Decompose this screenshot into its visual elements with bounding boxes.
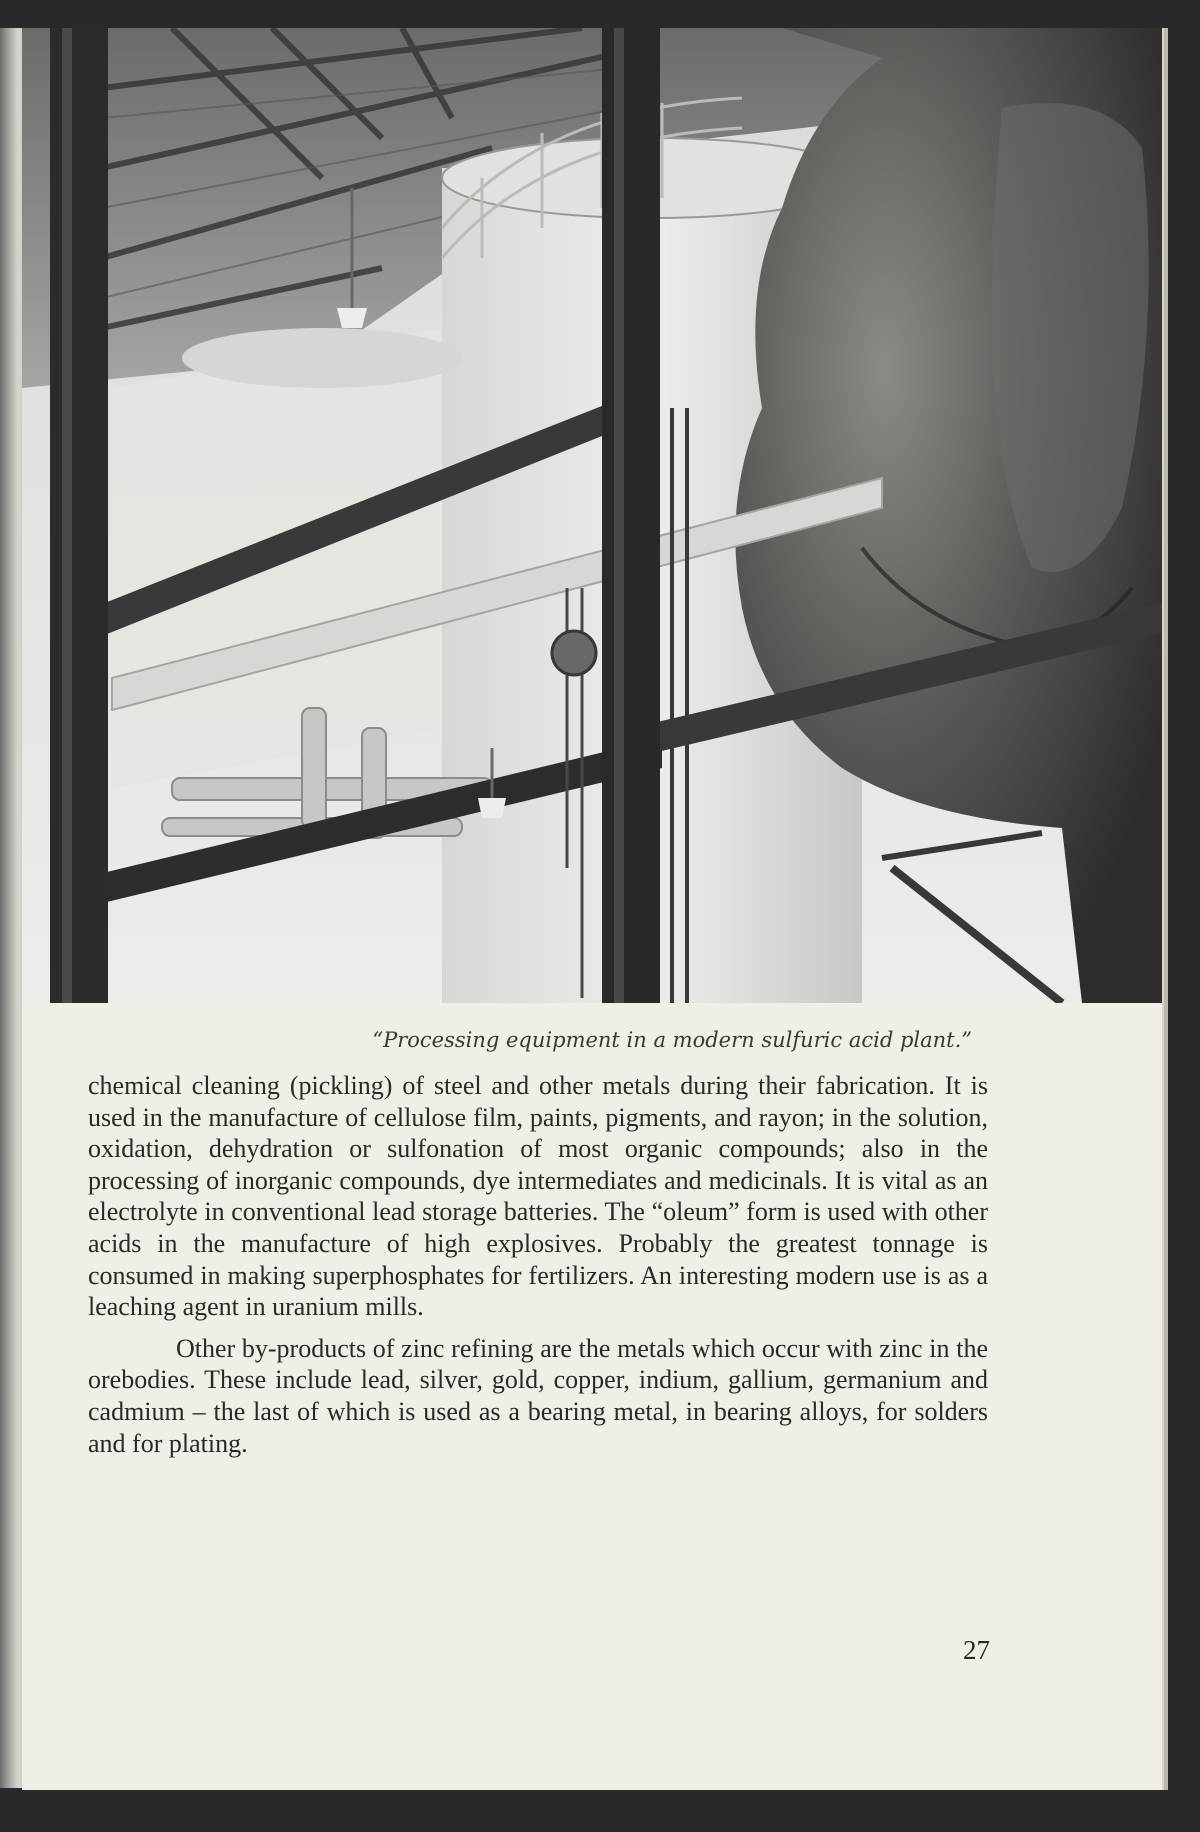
book-page: [22, 28, 1162, 1790]
photo-caption: “Processing equipment in a modern sulfuric acid plant.”: [372, 1028, 972, 1052]
body-text: [88, 1070, 988, 1469]
paragraph-1: chemical cleaning (pickling) of steel and other metals during their fabrication. It is used in the manufacture of cellulose film, paints, pigments, and rayon; in the solution, oxidation, dehydration or sulfonation of most organic compounds; also in the processing of inorganic compounds, dye intermediates and medicinals. It is vital as an electrolyte in conventional lead storage batteries. The “oleum” form is used with other acids in the manufacture of high explosives. Probably the greatest tonnage is consumed in making superphosphates for fertilizers. An interesting modern use is as a leaching agent in uranium mills.: [88, 1071, 988, 1322]
plant-photograph: [22, 28, 1162, 1003]
page-number: 27: [963, 1635, 990, 1665]
photo-illustration: [22, 28, 1162, 1003]
paragraph-2: Other by-products of zinc refining are the metals which occur with zinc in the orebodies. These include lead, silver, gold, copper, indium, gallium, germanium and cadmium – the last of which is used as a bearing metal, in bearing alloys, for solders and for plating.: [88, 1333, 988, 1458]
